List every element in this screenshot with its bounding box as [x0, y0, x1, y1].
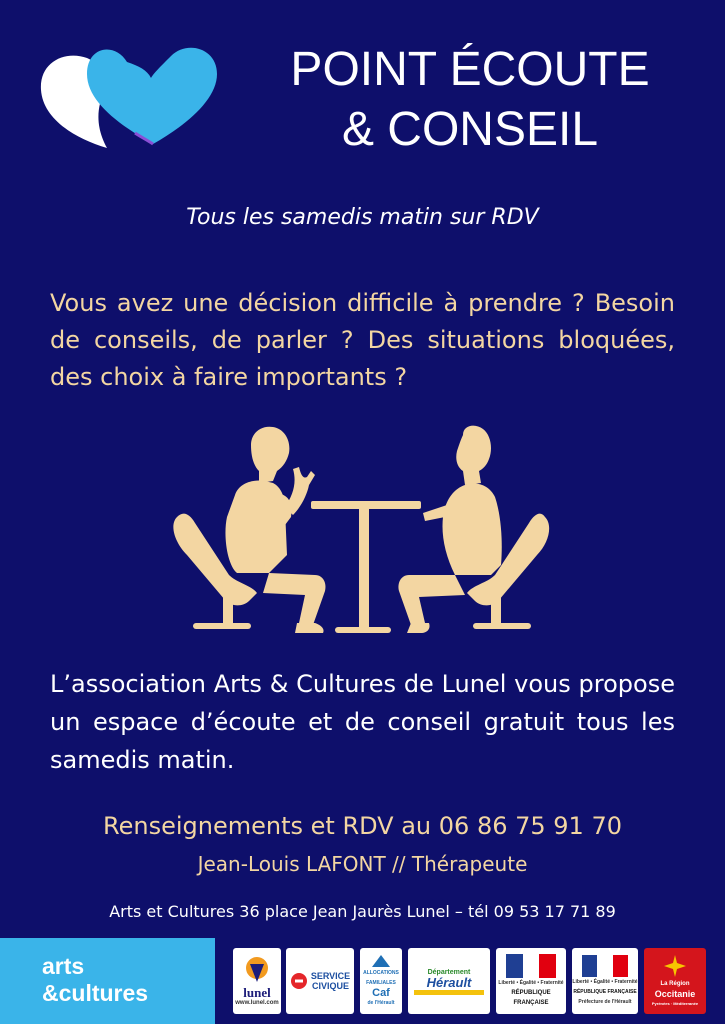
republique-line-2: RÉPUBLIQUE FRANÇAISE	[511, 990, 551, 1006]
service-civique-line-1: SERVICE	[310, 971, 351, 981]
occitanie-line-3: Pyrénées · Méditerranée	[651, 1001, 699, 1006]
french-flag-icon	[506, 954, 556, 978]
service-civique-line-2: CIVIQUE	[311, 981, 349, 991]
herault-logo	[408, 948, 490, 1014]
occitanie-line-2: Occitanie	[654, 989, 696, 999]
caf-logo	[360, 948, 402, 1014]
prefecture-line-3: Préfecture de l'Hérault	[578, 999, 632, 1005]
lunel-logo-name: lunel	[243, 985, 271, 1000]
service-civique-logo	[286, 948, 354, 1014]
herault-line-2: Hérault	[426, 974, 472, 990]
caf-line-2: Caf	[372, 987, 390, 999]
caf-line-3: de l'Hérault	[367, 1000, 395, 1006]
title-line-2: & CONSEIL	[341, 103, 599, 156]
description-paragraph: L’association Arts & Cultures de Lunel vous propose un espace d’écoute et de conseil gratuit tous les samedis matin.	[50, 670, 675, 774]
herault-color-bar	[414, 990, 484, 995]
title-line-1: POINT ÉCOUTE	[290, 43, 650, 96]
republique-line-1: Liberté • Égalité • Fraternité	[498, 980, 564, 986]
page-title	[250, 40, 690, 160]
service-civique-emblem-icon	[290, 972, 308, 990]
prefecture-logo	[572, 948, 638, 1014]
brand-line-2: &cultures	[42, 980, 149, 1006]
lunel-emblem-icon	[242, 954, 272, 988]
lunel-logo-url: www.lunel.com	[235, 1000, 279, 1006]
heart-logo-icon	[35, 40, 225, 155]
occitan-cross-icon	[662, 953, 688, 979]
prefecture-flag-icon	[582, 955, 628, 977]
conversation-illustration	[165, 425, 560, 640]
address-line: Arts et Cultures 36 place Jean Jaurès Lunel – tél 09 53 17 71 89	[109, 902, 616, 921]
lunel-logo	[233, 948, 281, 1014]
occitanie-line-1: La Région	[660, 981, 690, 987]
arts-cultures-logo	[42, 953, 148, 1007]
occitanie-logo	[644, 948, 706, 1014]
subtitle: Tous les samedis matin sur RDV	[186, 205, 539, 230]
herault-line-1: Département	[427, 968, 471, 976]
republique-francaise-logo	[496, 948, 566, 1014]
prefecture-line-2: RÉPUBLIQUE FRANÇAISE	[573, 989, 637, 995]
caf-emblem-icon	[371, 954, 391, 968]
contact-phone: Renseignements et RDV au 06 86 75 91 70	[103, 812, 622, 840]
therapist-name: Jean-Louis LAFONT // Thérapeute	[197, 852, 528, 876]
question-text: Vous avez une décision difficile à prendre ? Besoin de conseils, de parler ? Des situations bloquées, des choix à faire importants ?	[50, 289, 675, 391]
caf-line-1: ALLOCATIONS FAMILIALES	[363, 970, 399, 986]
prefecture-line-1: Liberté • Égalité • Fraternité	[572, 979, 638, 985]
brand-line-1: arts	[42, 953, 85, 979]
